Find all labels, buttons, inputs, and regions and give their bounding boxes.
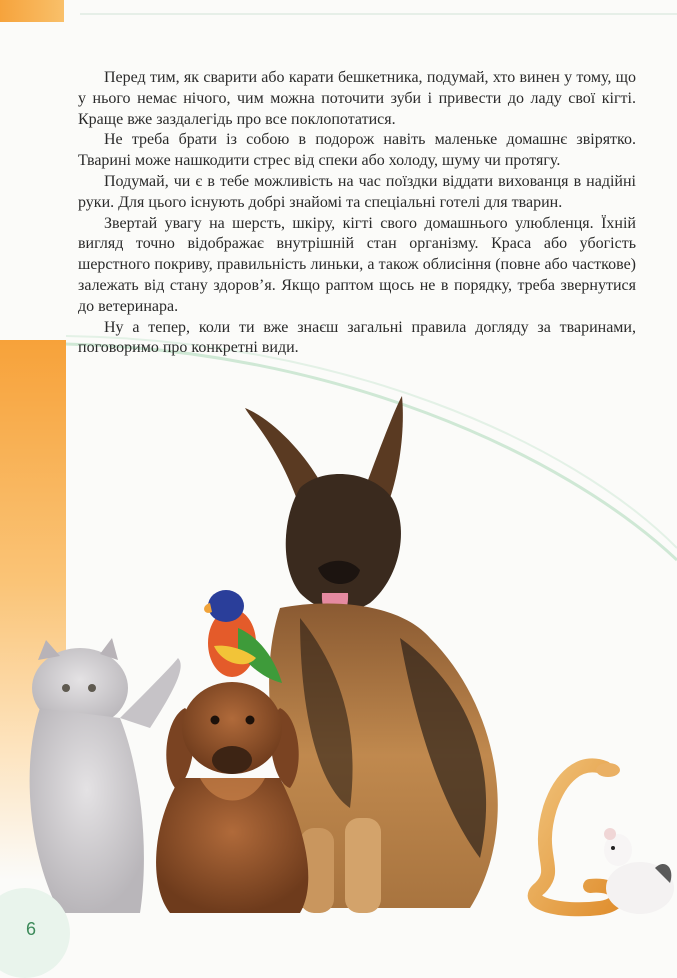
pets-photo [0, 388, 677, 948]
article-text [78, 68, 636, 359]
top-orange-accent [0, 0, 64, 22]
paragraph-2: Не треба брати із собою в подорож навіть маленьке домашнє звірятко. Тварині може нашкодити стрес від спеки або холоду, шуму чи протягу. [78, 131, 636, 170]
parrot [204, 590, 282, 683]
paragraph-5: Ну а тепер, коли ти вже знаєш загальні правила догляду за тваринами, поговоримо про конкретні види. [78, 318, 636, 357]
paragraph-4: Звертай увагу на шерсть, шкіру, кігті свого домашнього улюбленця. Їхній вигляд точно відображає внутрішній стан організму. Краса або убогість шерстного покриву, правильність линьки, а також облисіння (повне або часткове) залежать від стану здоров’я. Якщо раптом щось не в порядку, треба звернутися до ветеринара. [78, 214, 636, 315]
paragraph-3: Подумай, чи є в тебе можливість на час поїздки віддати вихованця в надійні руки. Для цього існують добрі знайомі та спеціальні готелі для тварин. [78, 172, 636, 211]
dachshund-dog [156, 682, 308, 913]
page-number: 6 [25, 919, 36, 939]
paragraph-1: Перед тим, як сварити або карати бешкетника, подумай, хто винен у тому, що у нього немає нічого, чим можна поточити зуби і привести до ладу свої кігті. Краще вже заздалегідь про все поклопотатися. [78, 69, 636, 128]
rat [604, 828, 674, 914]
